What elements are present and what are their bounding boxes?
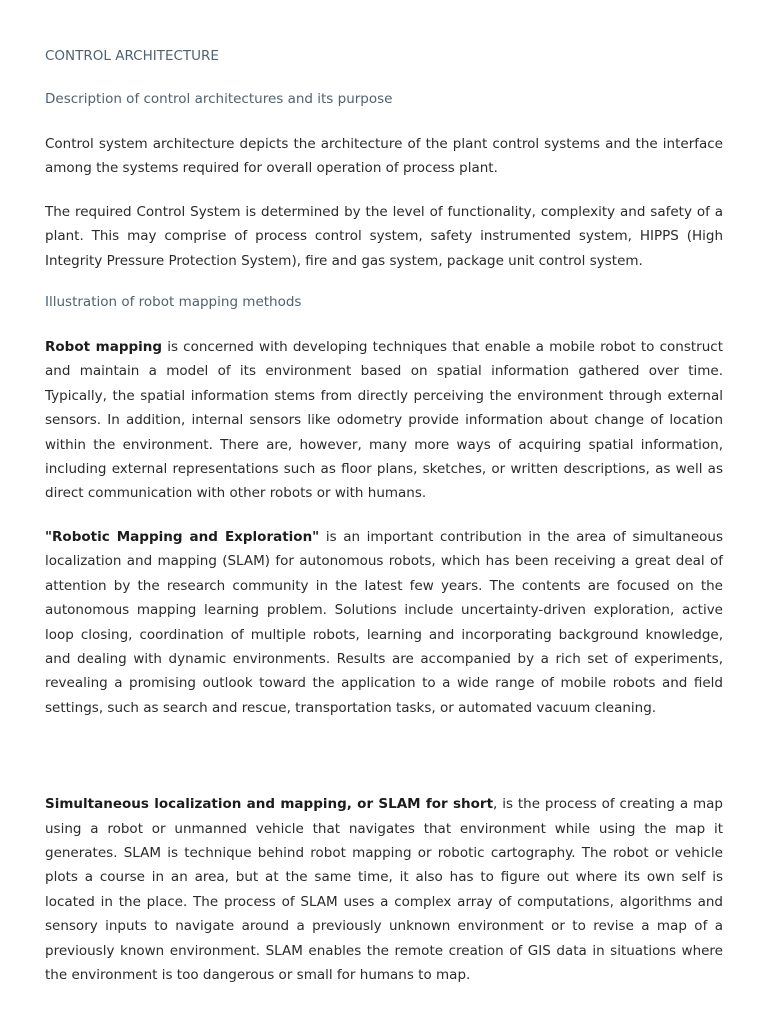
document-page <box>45 46 723 1006</box>
term-slam: Simultaneous localization and mapping, or SLAM for short <box>45 796 494 813</box>
paragraph-robot-mapping <box>45 335 723 506</box>
section-heading-control-architectures: Description of control architectures and its purpose <box>45 91 393 107</box>
document-title: CONTROL ARCHITECTURE <box>45 48 219 64</box>
paragraph-control-system-architecture: Control system architecture depicts the architecture of the plant control systems and the interface among the systems required for overall operation of process plant. <box>45 136 723 177</box>
section-heading-robot-mapping: Illustration of robot mapping methods <box>45 294 302 311</box>
term-robot-mapping: Robot mapping <box>45 339 163 356</box>
blank-spacer <box>45 739 723 792</box>
paragraph-slam <box>45 792 723 987</box>
paragraph-robot-mapping-text: is concerned with developing techniques that enable a mobile robot to construct and maintain a model of its environment based on spatial information gathered over time. Typically, the spatial information stems from directly perceiving the environment through external sensors. In addition, internal sensors like odometry provide information about change of location within the environment. There are, however, many more ways of acquiring spatial information, including external representations such as floor plans, sketches, or written descriptions, as well as direct communication with other robots or with humans. <box>45 339 723 502</box>
paragraph-robotic-mapping-exploration-text: is an important contribution in the area of simultaneous localization and mapping (SLAM) for autonomous robots, which has been receiving a great deal of attention by the research community in the latest few years. The contents are focused on the autonomous mapping learning problem. Solutions include uncertainty-driven exploration, active loop closing, coordination of multiple robots, learning and incorporating background knowledge, and dealing with dynamic environments. Results are accompanied by a rich set of experiments, revealing a promising outlook toward the application to a wide range of mobile robots and field settings, such as search and rescue, transportation tasks, or automated vacuum cleaning. <box>45 528 723 716</box>
paragraph-robotic-mapping-exploration <box>45 525 723 720</box>
paragraph-slam-text: , is the process of creating a map using a robot or unmanned vehicle that navigates that environment while using the map it generates. SLAM is technique behind robot mapping or robotic cartography. The robot or vehicle plots a course in an area, but at the same time, it also has to figure out where its own self is located in the place. The process of SLAM uses a complex array of computations, algorithms and sensory inputs to navigate around a previously unknown environment or to revise a map of a previously known environment. SLAM enables the remote creation of GIS data in situations where the environment is too dangerous or small for humans to map. <box>45 796 723 983</box>
term-robotic-mapping-exploration: "Robotic Mapping and Exploration" <box>45 528 320 545</box>
paragraph-required-control-system: The required Control System is determined by the level of functionality, complexity and safety of a plant. This may comprise of process control system, safety instrumented system, HIPPS (High Integrity Pressure Protection System), fire and gas system, package unit control system. <box>45 203 723 269</box>
